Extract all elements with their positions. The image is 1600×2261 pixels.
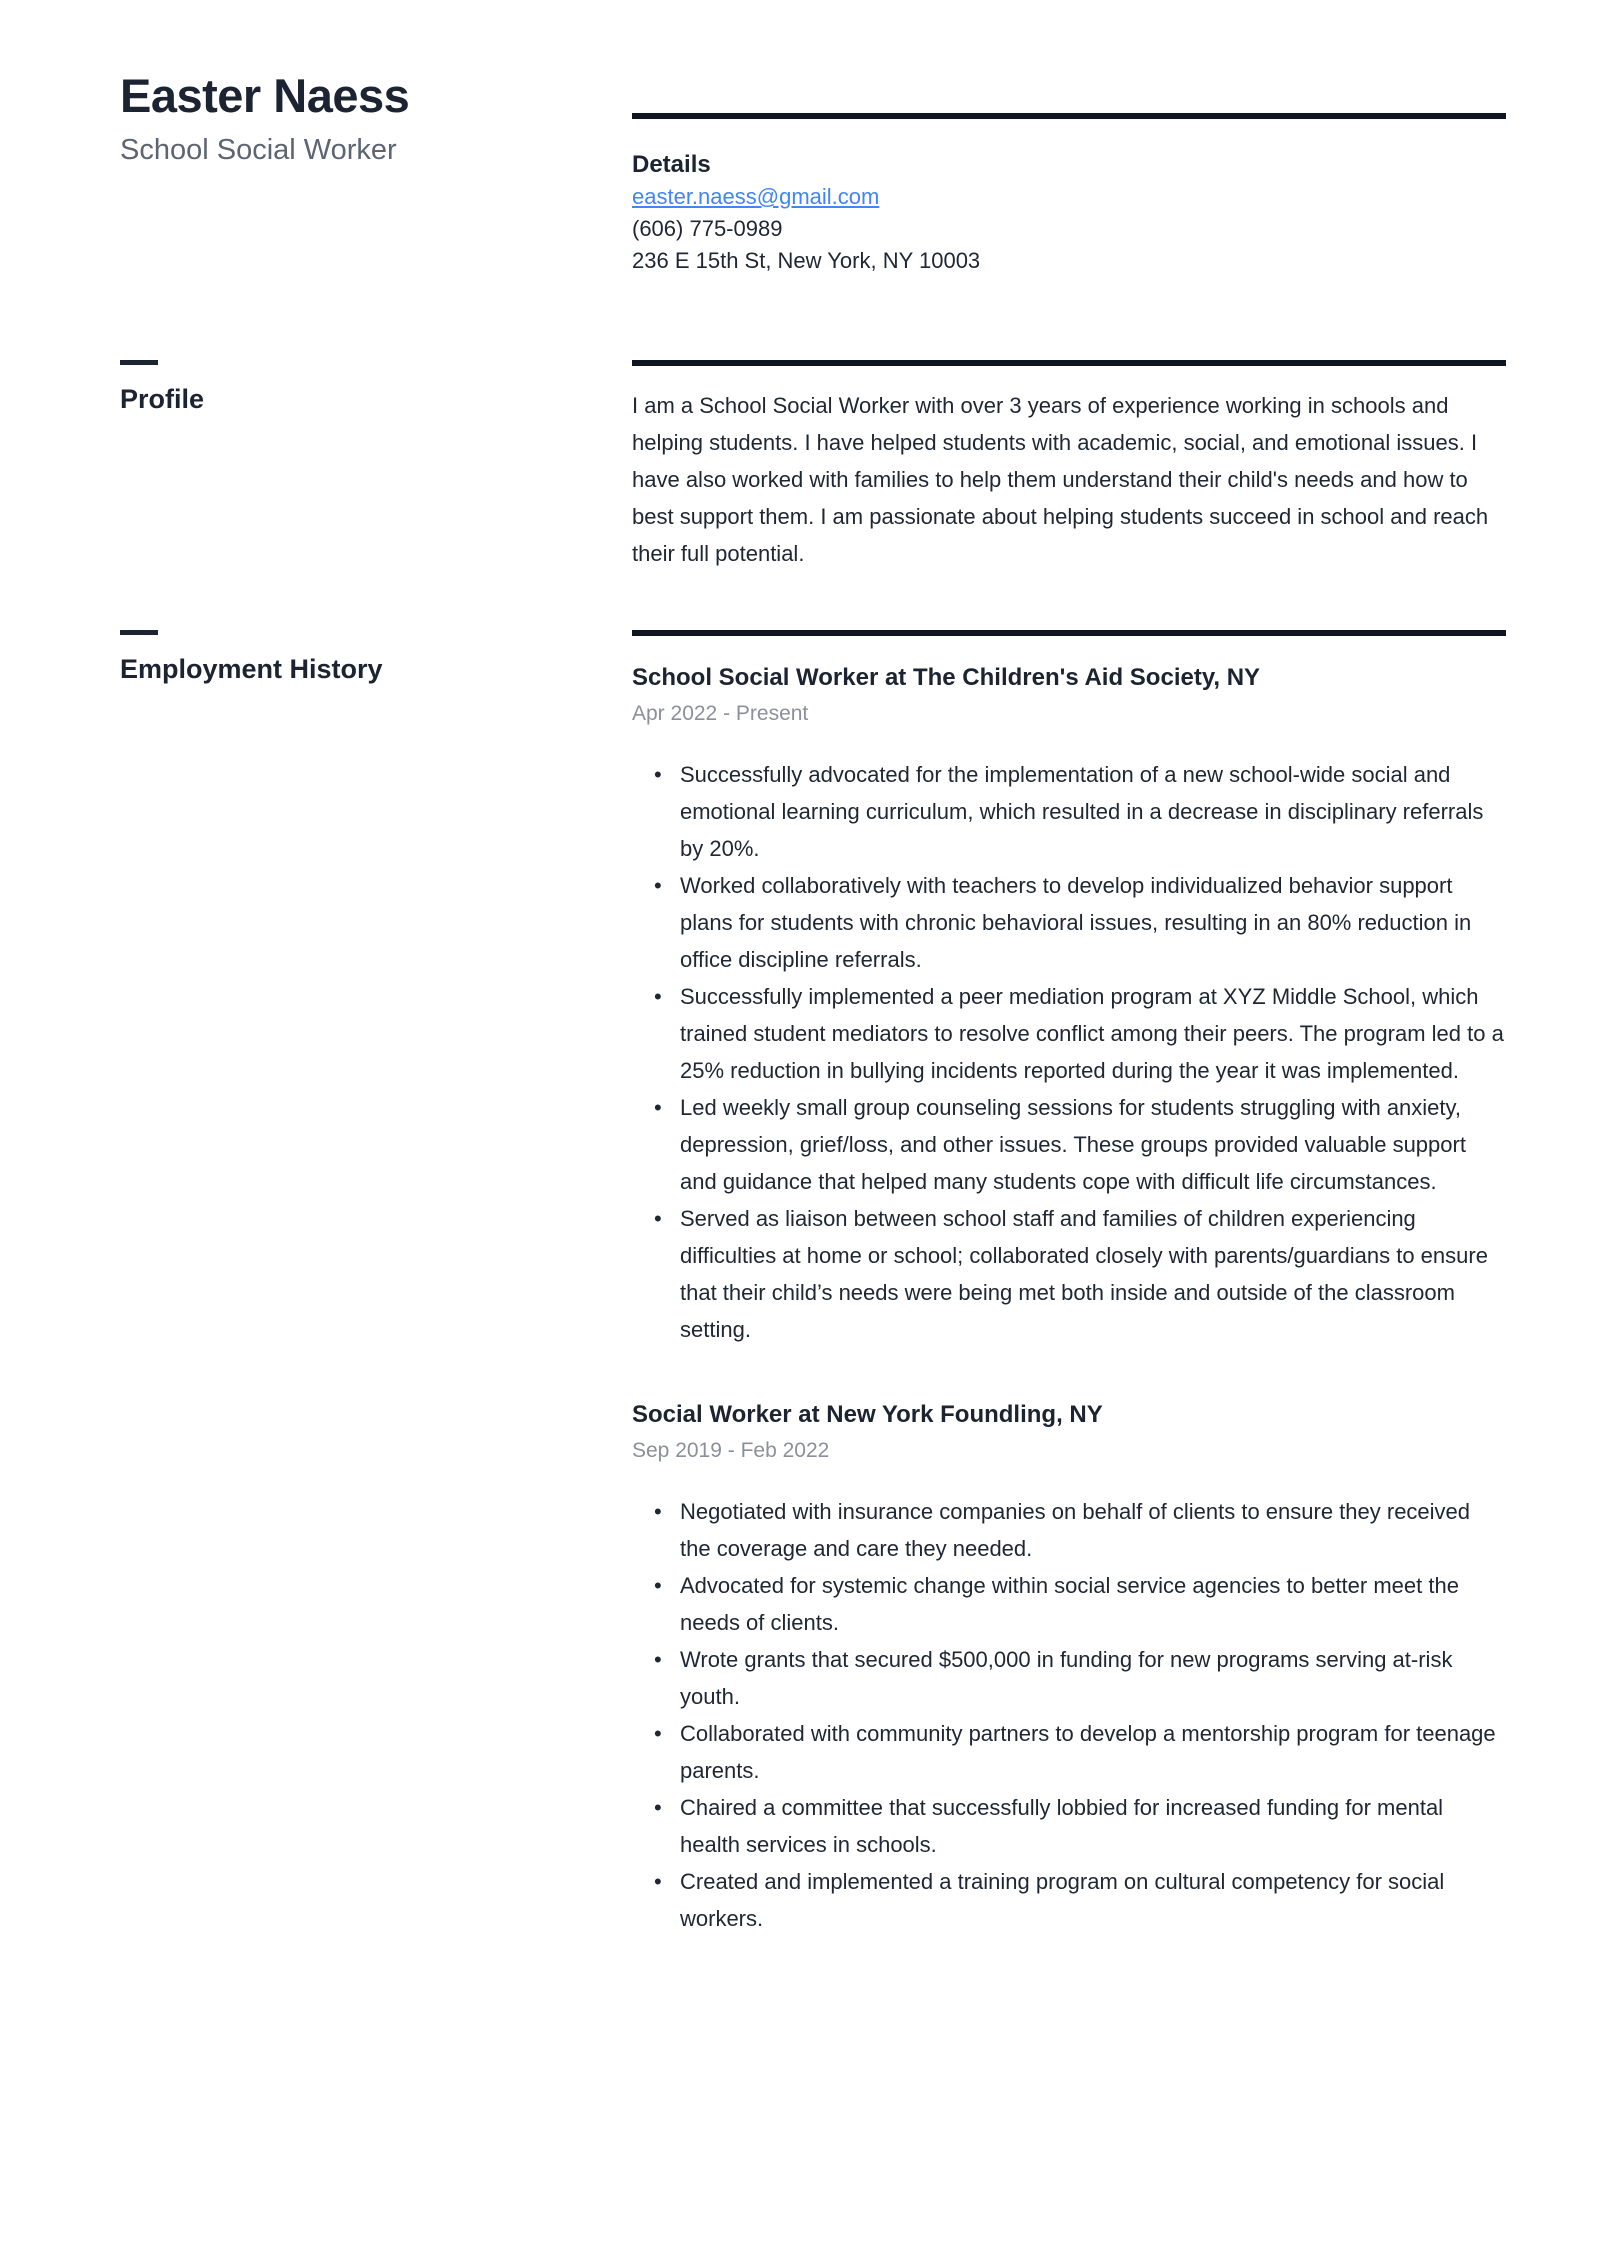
profile-text: I am a School Social Worker with over 3 years of experience working in schools and helping students. I have helped students with academic, social, and emotional issues. I have also worked with families to help them understand their child's needs and how to best support them. I am passionate about helping students succeed in school and reach their full potential.	[632, 393, 1489, 566]
bullet-item: • Collaborated with community partners to develop a mentorship program for teenage parents.	[680, 1715, 1506, 1789]
job-entry-1	[632, 661, 1506, 1348]
profile-section-dash	[120, 360, 158, 365]
details-divider	[632, 113, 1506, 119]
person-job-title: School Social Worker	[120, 134, 397, 166]
bullet-item: • Worked collaboratively with teachers to develop individualized behavior support plans for students with chronic behavioral issues, resulting in an 80% reduction in office discipline referrals.	[680, 867, 1506, 978]
employment-section-dash	[120, 630, 158, 635]
profile-content	[632, 360, 1506, 572]
email-line	[632, 181, 1506, 213]
job-title: Social Worker at New York Foundling, NY	[632, 1401, 1103, 1428]
job-bullet-list	[632, 1493, 1506, 1937]
job-title: School Social Worker at The Children's Aid Society, NY	[632, 664, 1261, 691]
bullet-item: • Served as liaison between school staff and families of children experiencing difficulties at home or school; collaborated closely with parents/guardians to ensure that their child’s needs were being met both inside and outside of the classroom setting.	[680, 1200, 1506, 1348]
details-block	[632, 68, 1506, 277]
bullet-item: • Advocated for systemic change within social service agencies to better meet the needs of clients.	[680, 1567, 1506, 1641]
details-heading: Details	[632, 151, 711, 178]
identity-block	[120, 68, 632, 168]
person-name: Easter Naess	[120, 69, 410, 122]
phone-line: (606) 775-0989	[632, 216, 783, 241]
email-link[interactable]: easter.naess@gmail.com	[632, 184, 880, 209]
bullet-item: • Created and implemented a training program on cultural competency for social workers.	[680, 1863, 1506, 1937]
address-line: 236 E 15th St, New York, NY 10003	[632, 248, 981, 273]
bullet-item: • Chaired a committee that successfully lobbied for increased funding for mental health services in schools.	[680, 1789, 1506, 1863]
job-dates: Apr 2022 - Present	[632, 702, 809, 725]
profile-heading-block	[120, 360, 632, 417]
bullet-item: • Negotiated with insurance companies on behalf of clients to ensure they received the coverage and care they needed.	[680, 1493, 1506, 1567]
header-row	[120, 68, 1506, 277]
profile-heading: Profile	[120, 384, 205, 414]
bullet-item: • Led weekly small group counseling sessions for students struggling with anxiety, depression, grief/loss, and other issues. These groups provided valuable support and guidance that helped many students cope with difficult life circumstances.	[680, 1089, 1506, 1200]
profile-row	[120, 360, 1506, 572]
job-dates: Sep 2019 - Feb 2022	[632, 1439, 830, 1462]
profile-divider	[632, 360, 1506, 366]
employment-row	[120, 630, 1506, 1937]
bullet-item: • Wrote grants that secured $500,000 in funding for new programs serving at-risk youth.	[680, 1641, 1506, 1715]
employment-heading-block	[120, 630, 632, 687]
job-entry-2	[632, 1398, 1506, 1937]
employment-divider	[632, 630, 1506, 636]
employment-heading: Employment History	[120, 654, 383, 684]
job-bullet-list	[632, 756, 1506, 1348]
bullet-item: • Successfully implemented a peer mediation program at XYZ Middle School, which trained student mediators to resolve conflict among their peers. The program led to a 25% reduction in bullying incidents reported during the year it was implemented.	[680, 978, 1506, 1089]
bullet-item: • Successfully advocated for the implementation of a new school-wide social and emotional learning curriculum, which resulted in a decrease in disciplinary referrals by 20%.	[680, 756, 1506, 867]
employment-content	[632, 630, 1506, 1937]
